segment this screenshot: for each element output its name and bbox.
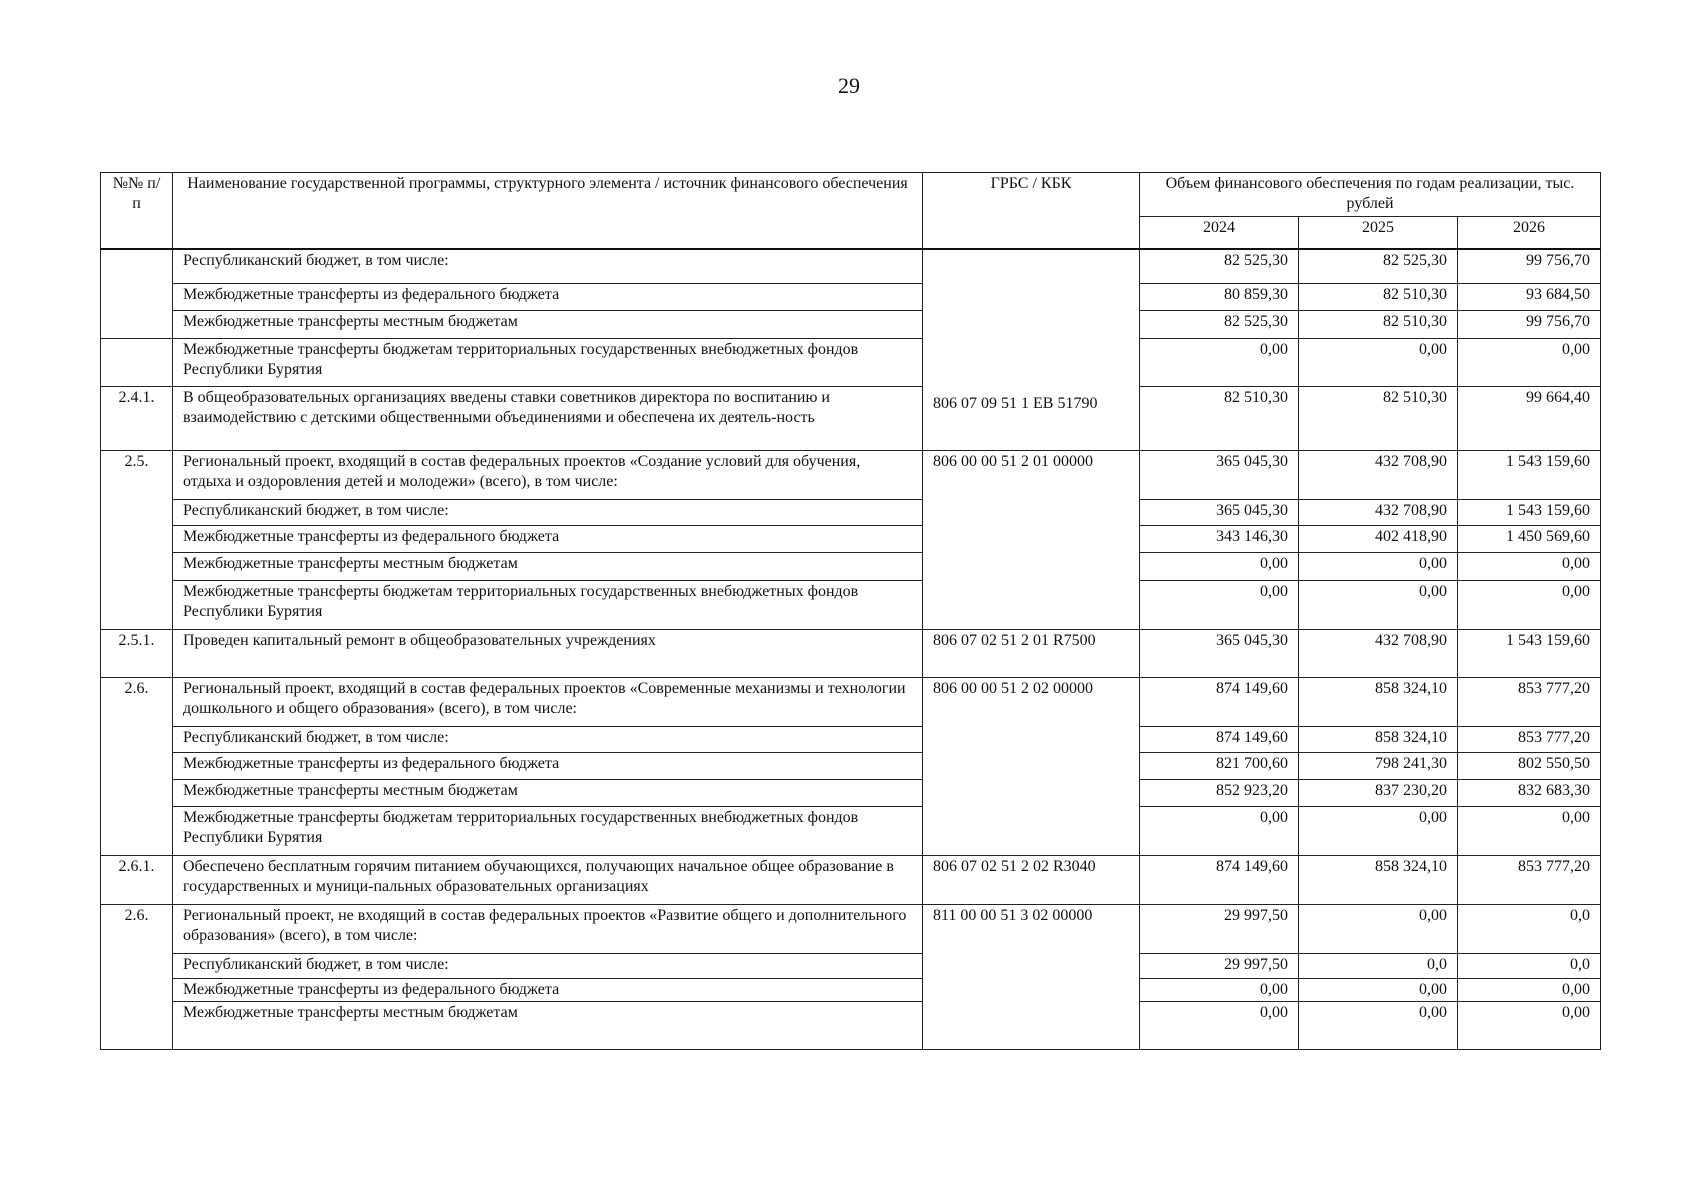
table-row: [101, 1002, 1601, 1050]
row-value-2024: 29 997,50: [1140, 905, 1299, 954]
row-value-2024: 80 859,30: [1140, 284, 1299, 311]
row-num: [101, 249, 173, 339]
row-value-2025: 0,00: [1299, 553, 1458, 581]
table-row: [101, 526, 1601, 553]
table-row: [101, 905, 1601, 954]
row-value-2025: 858 324,10: [1299, 856, 1458, 905]
budget-table: [100, 172, 1601, 1050]
row-value-2025: 858 324,10: [1299, 678, 1458, 727]
row-value-2024: 365 045,30: [1140, 630, 1299, 678]
table-row: [101, 284, 1601, 311]
table-row: [101, 678, 1601, 727]
row-num: 2.5.: [101, 451, 173, 630]
row-kbk: 806 07 09 51 1 EB 51790: [923, 249, 1140, 451]
row-value-2026: 802 550,50: [1458, 753, 1601, 780]
row-num: 2.6.: [101, 678, 173, 856]
row-value-2024: 82 510,30: [1140, 387, 1299, 451]
row-value-2025: 432 708,90: [1299, 500, 1458, 526]
row-value-2025: 82 510,30: [1299, 311, 1458, 339]
row-name: Обеспечено бесплатным горячим питанием обучающихся, получающих начальное общее образование в государственных и муници-пальных образовательных организациях: [173, 856, 923, 905]
row-kbk: 811 00 00 51 3 02 00000: [923, 905, 1140, 1050]
table-row: [101, 451, 1601, 500]
row-value-2024: 82 525,30: [1140, 311, 1299, 339]
table-row: [101, 979, 1601, 1002]
table-row: [101, 249, 1601, 284]
row-value-2024: 0,00: [1140, 979, 1299, 1002]
row-value-2026: 1 450 569,60: [1458, 526, 1601, 553]
row-kbk: 806 00 00 51 2 01 00000: [923, 451, 1140, 630]
row-name: Межбюджетные трансферты местным бюджетам: [173, 780, 923, 807]
row-num: 2.6.1.: [101, 856, 173, 905]
row-value-2025: 837 230,20: [1299, 780, 1458, 807]
row-value-2026: 1 543 159,60: [1458, 500, 1601, 526]
row-name: Региональный проект, входящий в состав федеральных проектов «Создание условий для обучения, отдыха и оздоровления детей и молодежи» (всего), в том числе:: [173, 451, 923, 500]
row-value-2025: 0,00: [1299, 1002, 1458, 1050]
row-num: 2.5.1.: [101, 630, 173, 678]
table-row: [101, 339, 1601, 387]
row-value-2025: 432 708,90: [1299, 630, 1458, 678]
row-value-2025: 0,00: [1299, 807, 1458, 856]
row-name: Межбюджетные трансферты из федерального бюджета: [173, 979, 923, 1002]
row-name: В общеобразовательных организациях введены ставки советников директора по воспитанию и взаимодействию с детскими общественными объединениями и обеспечена их деятель-ность: [173, 387, 923, 451]
row-value-2024: 821 700,60: [1140, 753, 1299, 780]
table-row: [101, 856, 1601, 905]
row-value-2024: 82 525,30: [1140, 249, 1299, 284]
header-year-2024: 2024: [1140, 217, 1299, 249]
row-name: Республиканский бюджет, в том числе:: [173, 500, 923, 526]
row-value-2026: 0,00: [1458, 553, 1601, 581]
table-row: [101, 780, 1601, 807]
row-value-2026: 0,00: [1458, 581, 1601, 630]
row-value-2024: 0,00: [1140, 1002, 1299, 1050]
row-value-2024: 874 149,60: [1140, 727, 1299, 753]
row-kbk: 806 07 02 51 2 01 R7500: [923, 630, 1140, 678]
table-row: [101, 553, 1601, 581]
table-header: [101, 173, 1601, 249]
row-value-2024: 0,00: [1140, 339, 1299, 387]
row-value-2025: 858 324,10: [1299, 727, 1458, 753]
row-value-2026: 0,00: [1458, 339, 1601, 387]
row-value-2025: 82 510,30: [1299, 284, 1458, 311]
row-value-2026: 1 543 159,60: [1458, 630, 1601, 678]
row-num: [101, 339, 173, 387]
row-name: Межбюджетные трансферты из федерального бюджета: [173, 753, 923, 780]
row-name: Республиканский бюджет, в том числе:: [173, 249, 923, 284]
row-value-2024: 0,00: [1140, 553, 1299, 581]
row-name: Межбюджетные трансферты местным бюджетам: [173, 1002, 923, 1050]
row-value-2025: 402 418,90: [1299, 526, 1458, 553]
row-num: 2.6.: [101, 905, 173, 1050]
table-row: [101, 311, 1601, 339]
row-value-2024: 0,00: [1140, 581, 1299, 630]
row-value-2026: 853 777,20: [1458, 678, 1601, 727]
header-year-2026: 2026: [1458, 217, 1601, 249]
row-value-2026: 99 664,40: [1458, 387, 1601, 451]
row-value-2026: 0,00: [1458, 1002, 1601, 1050]
row-value-2026: 99 756,70: [1458, 249, 1601, 284]
table-row: [101, 954, 1601, 979]
row-value-2024: 0,00: [1140, 807, 1299, 856]
row-value-2024: 365 045,30: [1140, 451, 1299, 500]
row-name: Республиканский бюджет, в том числе:: [173, 954, 923, 979]
row-value-2026: 0,00: [1458, 979, 1601, 1002]
row-kbk: 806 07 02 51 2 02 R3040: [923, 856, 1140, 905]
row-value-2026: 832 683,30: [1458, 780, 1601, 807]
row-value-2024: 29 997,50: [1140, 954, 1299, 979]
table-row: [101, 581, 1601, 630]
header-num: №№ п/п: [101, 173, 173, 249]
table-row: [101, 727, 1601, 753]
row-value-2025: 82 525,30: [1299, 249, 1458, 284]
row-value-2024: 343 146,30: [1140, 526, 1299, 553]
header-name: Наименование государственной программы, структурного элемента / источник финансового обеспечения: [173, 173, 923, 249]
row-kbk: 806 00 00 51 2 02 00000: [923, 678, 1140, 856]
row-value-2024: 874 149,60: [1140, 856, 1299, 905]
row-name: Региональный проект, входящий в состав федеральных проектов «Современные механизмы и технологии дошкольного и общего образования» (всего), в том числе:: [173, 678, 923, 727]
row-value-2024: 365 045,30: [1140, 500, 1299, 526]
row-value-2025: 0,00: [1299, 979, 1458, 1002]
header-volume: Объем финансового обеспечения по годам реализации, тыс. рублей: [1140, 173, 1601, 217]
row-value-2024: 874 149,60: [1140, 678, 1299, 727]
row-name: Межбюджетные трансферты местным бюджетам: [173, 311, 923, 339]
row-value-2026: 0,0: [1458, 905, 1601, 954]
row-name: Межбюджетные трансферты бюджетам территориальных государственных внебюджетных фондов Республики Бурятия: [173, 581, 923, 630]
row-value-2025: 0,0: [1299, 954, 1458, 979]
row-value-2026: 853 777,20: [1458, 727, 1601, 753]
row-name: Межбюджетные трансферты из федерального бюджета: [173, 526, 923, 553]
table-row: [101, 500, 1601, 526]
table-row: [101, 630, 1601, 678]
row-name: Межбюджетные трансферты из федерального бюджета: [173, 284, 923, 311]
row-name: Региональный проект, не входящий в состав федеральных проектов «Развитие общего и дополнительного образования» (всего), в том числе:: [173, 905, 923, 954]
row-name: Межбюджетные трансферты бюджетам территориальных государственных внебюджетных фондов Республики Бурятия: [173, 339, 923, 387]
row-value-2025: 82 510,30: [1299, 387, 1458, 451]
row-name: Республиканский бюджет, в том числе:: [173, 727, 923, 753]
row-value-2025: 0,00: [1299, 339, 1458, 387]
row-value-2026: 99 756,70: [1458, 311, 1601, 339]
row-value-2026: 853 777,20: [1458, 856, 1601, 905]
header-year-2025: 2025: [1299, 217, 1458, 249]
header-kbk: ГРБС / КБК: [923, 173, 1140, 249]
row-name: Межбюджетные трансферты местным бюджетам: [173, 553, 923, 581]
row-value-2026: 1 543 159,60: [1458, 451, 1601, 500]
table-row: [101, 387, 1601, 451]
row-value-2026: 0,0: [1458, 954, 1601, 979]
row-value-2026: 93 684,50: [1458, 284, 1601, 311]
row-name: Межбюджетные трансферты бюджетам территориальных государственных внебюджетных фондов Республики Бурятия: [173, 807, 923, 856]
row-value-2025: 0,00: [1299, 905, 1458, 954]
row-value-2025: 798 241,30: [1299, 753, 1458, 780]
row-value-2024: 852 923,20: [1140, 780, 1299, 807]
row-name: Проведен капитальный ремонт в общеобразовательных учреждениях: [173, 630, 923, 678]
row-value-2026: 0,00: [1458, 807, 1601, 856]
page-number: 29: [838, 73, 860, 98]
row-value-2025: 0,00: [1299, 581, 1458, 630]
row-num: 2.4.1.: [101, 387, 173, 451]
table-row: [101, 753, 1601, 780]
row-value-2025: 432 708,90: [1299, 451, 1458, 500]
table-row: [101, 807, 1601, 856]
